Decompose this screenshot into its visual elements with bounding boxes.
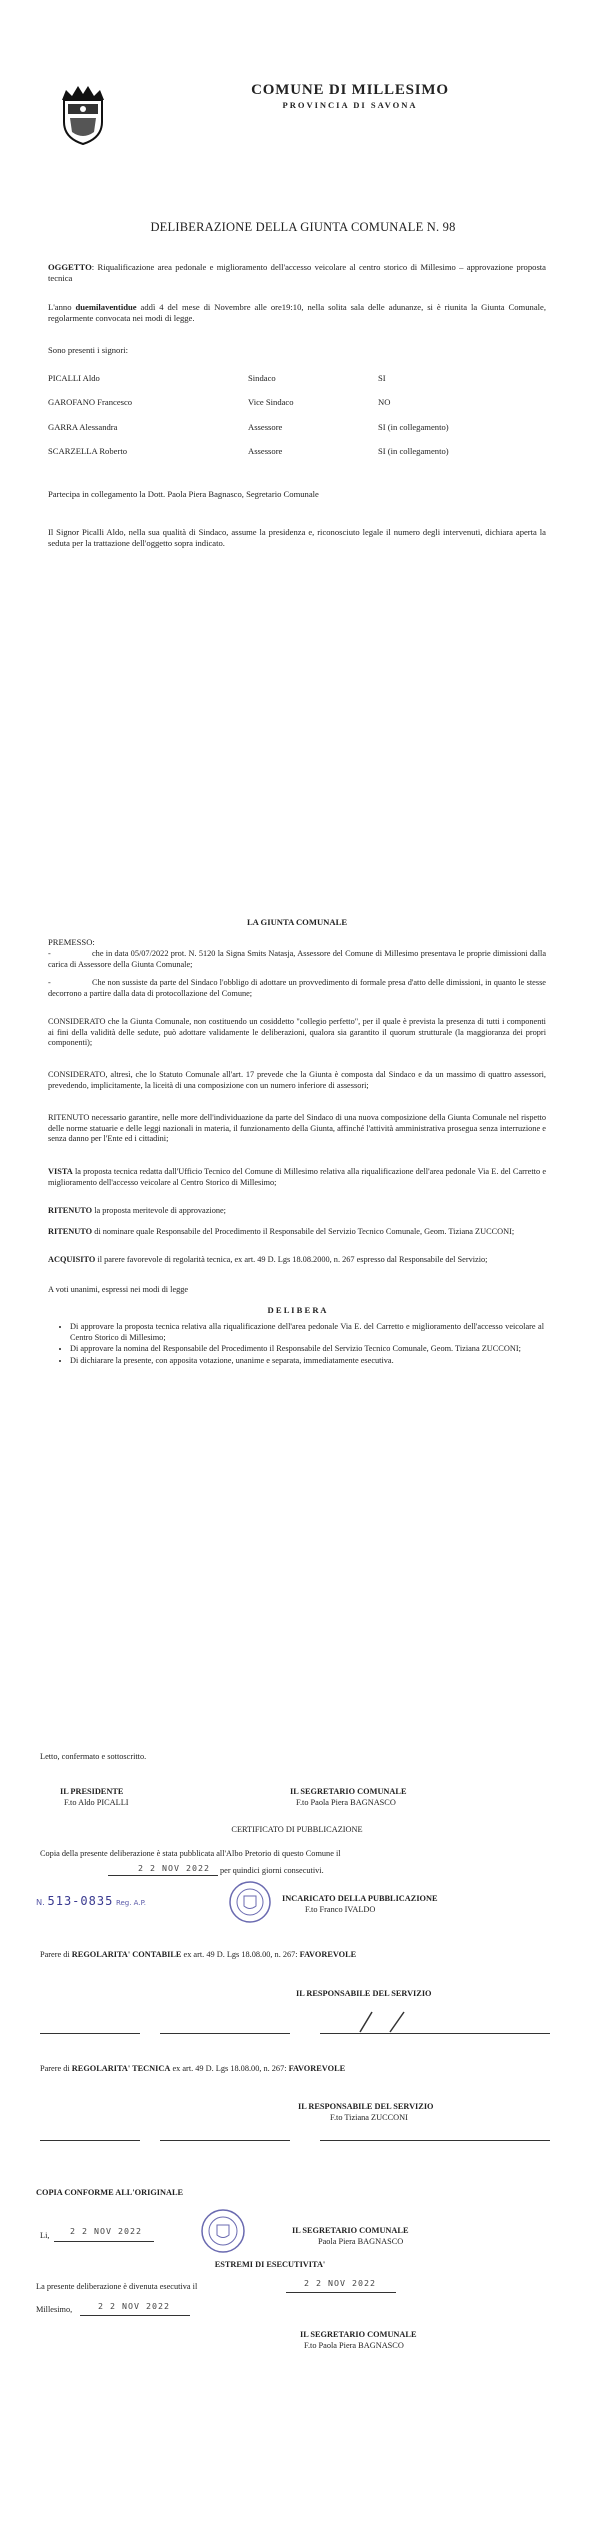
municipality-name: COMUNE DI MILLESIMO <box>251 82 449 98</box>
present-label: Sono presenti i signori: <box>48 345 128 355</box>
signature-line <box>320 2140 550 2141</box>
publication-date-handwritten: 2 2 NOV 2022 <box>138 1863 210 1873</box>
letto-line: Letto, confermato e sottoscritto. <box>40 1752 147 1761</box>
president-title: IL PRESIDENTE <box>60 1787 124 1796</box>
delibera-item: • Di approvare la nomina del Responsabile del Procedimento il Responsabile del Servizio Tecnico Comunale, Geom. Tiziana ZUCCONI; <box>70 1344 544 1355</box>
responsabile-name: F.to Tiziana ZUCCONI <box>330 2113 408 2122</box>
certificato-heading: CERTIFICATO DI PUBBLICAZIONE <box>231 1825 363 1834</box>
secretary-line: Partecipa in collegamento la Dott. Paola Piera Bagnasco, Segretario Comunale <box>48 489 319 499</box>
ritenuto-paragraph: RITENUTO di nominare quale Responsabile del Procedimento il Responsabile del Servizio Tecnico Comunale, Geom. Tiziana ZUCCONI; <box>48 1227 515 1236</box>
ritenuto-paragraph: RITENUTO necessario garantire, nelle more dell'individuazione da parte del Sindaco di una nuova composizione della Giunta Comunale nel rispetto delle norme statuarie e delle leggi nazionali in materia, il funzionamento della Giunta, affinché l'attività amministrativa prosegua senza interruzione e senza danno per l'Ente ed i cittadini; <box>48 1113 546 1144</box>
esecutivita-line: La presente deliberazione è divenuta esecutiva il <box>36 2282 198 2291</box>
signature-line <box>40 2033 140 2034</box>
crest-shield-icon <box>58 82 108 146</box>
parere-contabile: Parere di REGOLARITA' CONTABILE ex art. 49 D. Lgs 18.08.00, n. 267: FAVOREVOLE <box>40 1950 357 1959</box>
premesso-label: PREMESSO: <box>48 937 95 947</box>
delibera-item: • Di dichiarare la presente, con apposita votazione, unanime e separata, immediatamente esecutiva. <box>70 1356 544 1367</box>
oggetto-paragraph <box>48 262 546 284</box>
delibera-heading: D E L I B E R A <box>267 1305 327 1315</box>
copia-date-handwritten: 2 2 NOV 2022 <box>70 2226 142 2236</box>
oggetto-text: : Riqualificazione area pedonale e miglioramento dell'accesso veicolare al centro storico di Millesimo – approvazione proposta tecnica <box>48 262 546 283</box>
signature-line <box>160 2140 290 2141</box>
esecutivita-secretary-name: F.to Paola Piera BAGNASCO <box>304 2341 404 2350</box>
signature-strokes <box>350 2008 430 2034</box>
signature-line <box>160 2033 290 2034</box>
copia-li-label: Li, <box>40 2231 50 2240</box>
municipal-seal-icon <box>228 1880 272 1924</box>
year-words: duemilaventidue <box>75 302 137 312</box>
esecutivita-date-handwritten: 2 2 NOV 2022 <box>304 2278 376 2288</box>
president-name: F.to Aldo PICALLI <box>64 1798 129 1807</box>
vista-paragraph: VISTA la proposta tecnica redatta dall'Ufficio Tecnico del Comune di Millesimo relativa alla riqualificazione dell'area pedonale Via E. del Carretto e miglioramento dell'accesso veicolare al Centro Storico di Millesimo; <box>48 1167 546 1187</box>
signature-line <box>40 2140 140 2141</box>
parere-tecnica: Parere di REGOLARITA' TECNICA ex art. 49 D. Lgs 18.08.00, n. 267: FAVOREVOLE <box>40 2064 346 2073</box>
responsabile-title: IL RESPONSABILE DEL SERVIZIO <box>298 2102 434 2111</box>
secretary-name: F.to Paola Piera BAGNASCO <box>296 1798 396 1807</box>
voti-line: A voti unanimi, espressi nei modi di legge <box>48 1285 189 1294</box>
esecutivita-place-date-handwritten: 2 2 NOV 2022 <box>98 2301 170 2311</box>
esecutivita-secretary-title: IL SEGRETARIO COMUNALE <box>300 2330 417 2339</box>
signature-line <box>320 2033 550 2034</box>
considerato-paragraph: CONSIDERATO, altresì, che lo Statuto Comunale all'art. 17 prevede che la Giunta è composta dal Sindaco e da un massimo di quattro assessori, prevedendo, implicitamente, la liceità di una composizione con un numero inferiore di assessori; <box>48 1070 546 1090</box>
registry-stamp: N. 513-0835 Reg. A.P. <box>36 1894 146 1908</box>
date-blank-line <box>286 2292 396 2293</box>
opening-paragraph: L'anno duemilaventidue addì 4 del mese di Novembre alle ore19:10, nella solita sala delle adunanze, si è riunita la Giunta Comunale, regolarmente convocata nei modi di legge. <box>48 302 546 323</box>
municipal-seal-icon <box>200 2208 246 2254</box>
certificato-line2: per quindici giorni consecutivi. <box>220 1866 324 1875</box>
date-blank-line <box>108 1875 218 1876</box>
date-blank-line <box>80 2315 190 2316</box>
delibera-item: • Di approvare la proposta tecnica relativa alla riqualificazione dell'area pedonale Via E. del Carretto e miglioramento dell'accesso veicolare al Centro Storico di Millesimo; <box>70 1322 544 1343</box>
premesso-item: - che in data 05/07/2022 prot. N. 5120 la Signa Smits Natasja, Assessore del Comune di Millesimo presentava le proprie dimissioni dalla carica di Assessore della Giunta Comunale; <box>48 949 546 969</box>
incaricato-name: F.to Franco IVALDO <box>305 1905 376 1914</box>
mayor-paragraph: Il Signor Picalli Aldo, nella sua qualità di Sindaco, assume la presidenza e, riconosciuto legale il numero degli intervenuti, dichiara aperta la seduta per la trattazione dell'oggetto sopra indicato. <box>48 527 546 548</box>
copia-secretary-name: Paola Piera BAGNASCO <box>318 2237 404 2246</box>
oggetto-label: OGGETTO <box>48 262 92 272</box>
premesso-item: - Che non sussiste da parte del Sindaco l'obbligo di adottare un provvedimento di formale presa d'atto delle dimissioni, in quanto le stesse decorrono a partire dalla data di protocollazione del Comune; <box>48 978 546 998</box>
responsabile-title: IL RESPONSABILE DEL SERVIZIO <box>296 1989 432 1998</box>
esecutivita-heading: ESTREMI DI ESECUTIVITA' <box>214 2260 326 2269</box>
incaricato-title: INCARICATO DELLA PUBBLICAZIONE <box>282 1894 438 1903</box>
giunta-heading: LA GIUNTA COMUNALE <box>246 917 348 927</box>
delibera-list <box>56 1322 544 1367</box>
municipal-crest <box>58 82 108 146</box>
acquisito-paragraph: ACQUISITO il parere favorevole di regolarità tecnica, ex art. 49 D. Lgs 18.08.2000, n. 267 espresso dal Responsabile del Servizio; <box>48 1255 488 1264</box>
secretary-title: IL SEGRETARIO COMUNALE <box>290 1787 407 1796</box>
date-blank-line <box>54 2241 154 2242</box>
copia-heading: COPIA CONFORME ALL'ORIGINALE <box>36 2188 184 2197</box>
province-name: PROVINCIA DI SAVONA <box>282 100 418 110</box>
esecutivita-place: Millesimo, <box>36 2305 73 2314</box>
considerato-paragraph: CONSIDERATO che la Giunta Comunale, non costituendo un cosiddetto "collegio perfetto", per il quale è prevista la presenza di tutti i componenti ai fini della validità delle sedute, può adottare validamente le deliberazioni, qualora sia garantito il quorum strutturale (la maggioranza dei propri componenti); <box>48 1017 546 1048</box>
deliberation-title: DELIBERAZIONE DELLA GIUNTA COMUNALE N. 98 <box>150 220 456 234</box>
ritenuto-paragraph: RITENUTO la proposta meritevole di approvazione; <box>48 1206 226 1215</box>
copia-secretary-title: IL SEGRETARIO COMUNALE <box>292 2226 409 2235</box>
certificato-line1: Copia della presente deliberazione è stata pubblicata all'Albo Pretorio di questo Comune il <box>40 1849 341 1858</box>
